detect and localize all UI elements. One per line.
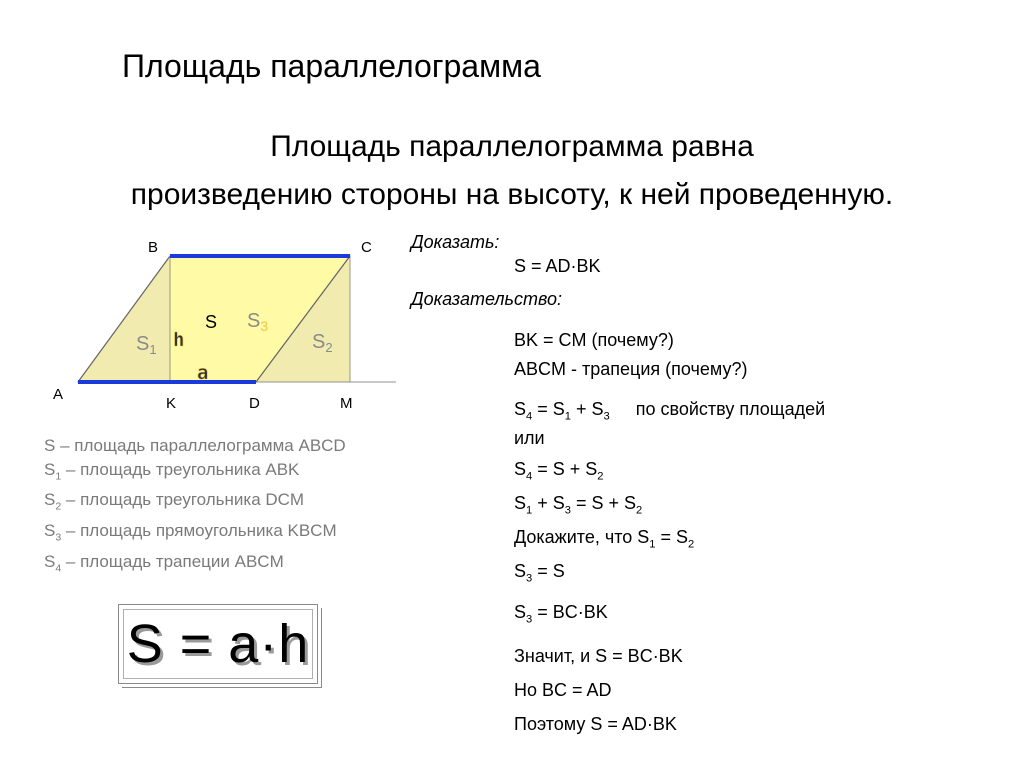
proof-step-11: Поэтому S = AD·BK: [514, 714, 677, 734]
area-formula: S = a·h: [126, 614, 310, 674]
proof-step-5: $S_1 + S_3 = S + S_2$: [514, 493, 643, 517]
legend-item: S – площадь параллелограмма ABCD: [44, 436, 346, 455]
proof-step-4: $S_4 = S + S_2$: [514, 459, 604, 483]
label-s1: $S_1$: [136, 333, 157, 357]
label-s3: $S_3$: [247, 310, 269, 334]
prove-statement: S = AD·BK: [514, 256, 601, 276]
proof-step-9: Значит, и S = BC·BK: [514, 646, 683, 666]
formula-box: [118, 604, 318, 684]
proof-step-3: $S_4 = S_1 + S_3$ по свойству площадей: [514, 399, 826, 423]
proof-step-10: Но BC = AD: [514, 680, 612, 700]
proof-step-6: Докажите, что $S_1 = S_2$: [514, 527, 695, 551]
legend-item: $S_3$ – площадь прямоугольника KBCM: [44, 521, 337, 544]
vertex-m: M: [340, 395, 353, 412]
proof-step-8: $S_3 = BC\cdot BK$: [514, 602, 608, 626]
vertex-b: B: [148, 239, 159, 256]
legend-item: $S_4$ – площадь трапеции ABCM: [44, 552, 284, 575]
proof-step-2: ABCM - трапеция (почему?): [514, 359, 748, 379]
theorem-line-1: Площадь параллелограмма равна: [270, 130, 754, 163]
vertex-c: C: [361, 239, 372, 256]
prove-label: Доказать:: [411, 232, 500, 252]
label-a: a: [197, 362, 209, 384]
proof-label: Доказательство:: [411, 289, 563, 309]
vertex-k: K: [166, 395, 177, 412]
proof-step-1: BK = CM (почему?): [514, 330, 674, 350]
label-s: S: [205, 312, 218, 332]
legend: [44, 434, 346, 581]
page-title: Площадь параллелограмма: [122, 48, 541, 84]
legend-item: $S_1$ – площадь треугольника ABK: [44, 459, 300, 482]
proof-step-or: или: [514, 428, 545, 448]
parallelogram-figure: [40, 232, 410, 422]
label-h: h: [173, 329, 185, 351]
label-s2: $S_2$: [312, 331, 333, 355]
vertex-d: D: [249, 395, 260, 412]
theorem-line-2: произведению стороны на высоту, к ней проведенную.: [130, 178, 894, 211]
proof-step-7: $S_3 = S$: [514, 561, 565, 585]
vertex-a: A: [53, 386, 64, 403]
legend-item: $S_2$ – площадь треугольника DCM: [44, 490, 305, 513]
